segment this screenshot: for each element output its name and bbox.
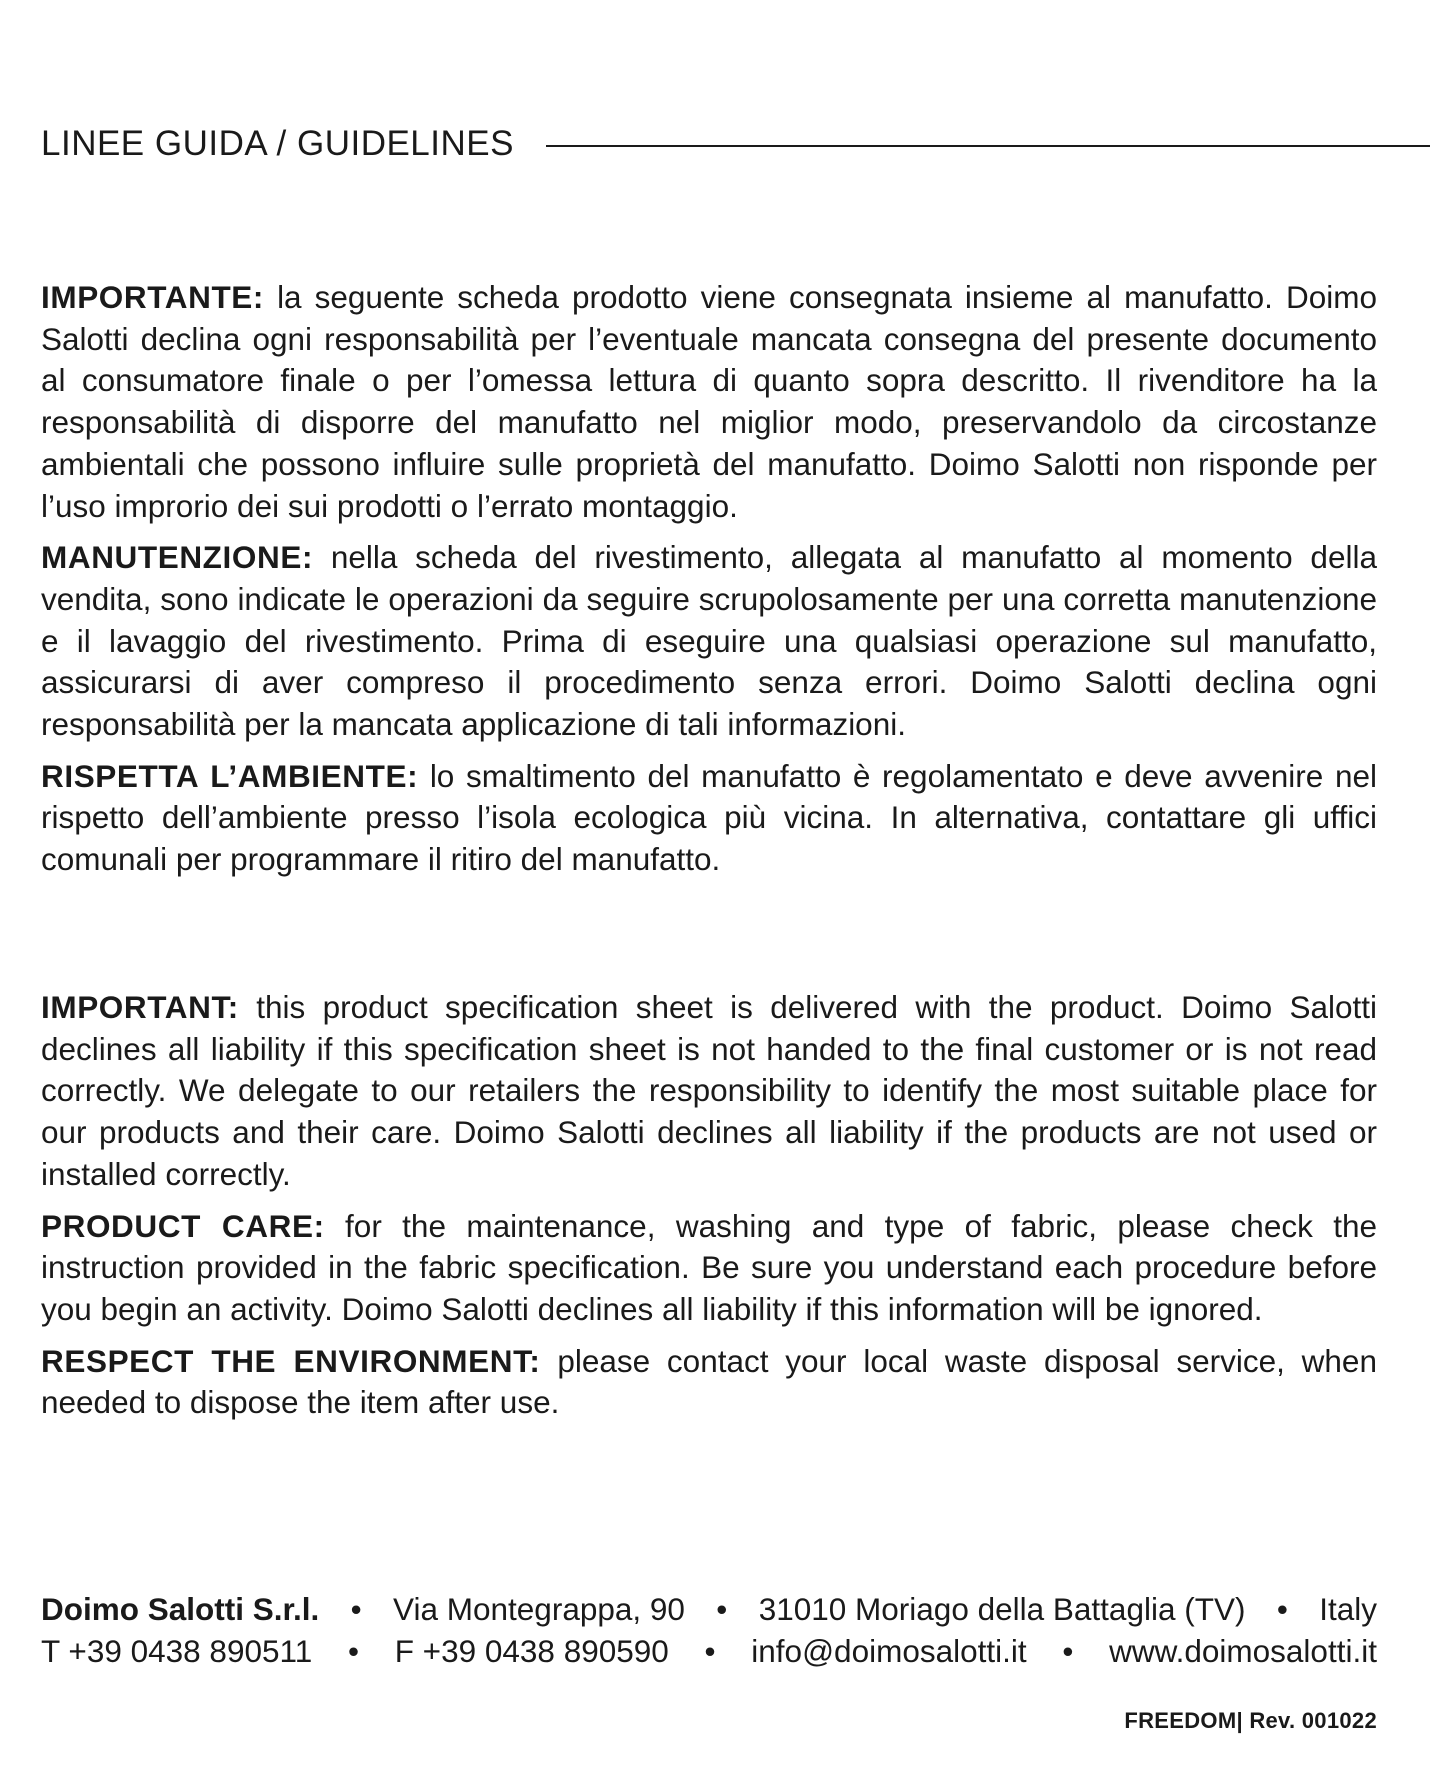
guideline-text: please contact your local waste disposal service, when needed to dispose the item after use. [41,1342,1377,1421]
page-title: LINEE GUIDA / GUIDELINES [41,124,514,163]
guideline-text: la seguente scheda prodotto viene consegnata insieme al manufatto. Doimo Salotti declina ogni responsabilità per l’eventuale mancata consegna del presente documento al consumatore finale o per l’omessa lettura di quanto sopra descritto. Il rivenditore ha la responsabilità di disporre del manufatto nel miglior modo, preservandolo da circostanze ambientali che possono influire sulle proprietà del manufatto. Doimo Salotti non risponde per l’uso improrio dei sui prodotti o l’errato montaggio. [41,279,1377,524]
guideline-text: this product specification sheet is delivered with the product. Doimo Salotti declines all liability if this specification sheet is not handed to the final customer or is not read correctly. We delegate to our retailers the responsibility to identify the most suitable place for our products and their care. Doimo Salotti declines all liability if the products are not used or installed correctly. [41,989,1377,1192]
guideline-label: IMPORTANT: [41,989,239,1025]
footer-address-line [41,1588,1377,1630]
page-header [41,124,1430,164]
street-address: Via Montegrappa, 90 [393,1591,685,1627]
website-link: www.doimosalotti.it [1109,1633,1377,1669]
header-divider [546,145,1430,147]
guideline-manutenzione [41,537,1377,746]
guideline-label: RISPETTA L’AMBIENTE: [41,757,419,794]
company-name: Doimo Salotti S.r.l. [41,1591,320,1627]
bullet-separator: • [347,1633,359,1669]
guideline-label: MANUTENZIONE: [41,539,314,576]
city-address: 31010 Moriago della Battaglia (TV) [758,1591,1246,1627]
guideline-label: RESPECT THE ENVIRONMENT: [41,1342,541,1379]
bullet-separator: • [716,1591,728,1627]
bullet-separator: • [1276,1591,1288,1627]
guideline-text: lo smaltimento del manufatto è regolamentato e deve avvenire nel rispetto dell’ambiente presso l’isola ecologica più vicina. In alternativa, contattare gli uffici comunali per programmare il ritiro del manufatto. [41,757,1377,878]
phone-number: T +39 0438 890511 [41,1633,313,1669]
guideline-text: for the maintenance, washing and type of fabric, please check the instruction provided in the fabric specification. Be sure you understand each procedure before you begin an activity. Doimo Salotti declines all liability if this information will be ignored. [41,1207,1377,1327]
guideline-important [41,987,1377,1196]
guideline-importante [41,277,1377,527]
guideline-respect-environment [41,1341,1377,1424]
italian-guidelines [41,277,1377,891]
guideline-label: IMPORTANTE: [41,279,264,315]
bullet-separator: • [350,1591,362,1627]
company-footer [41,1588,1377,1672]
fax-number: F +39 0438 890590 [394,1633,669,1669]
bullet-separator: • [1062,1633,1074,1669]
footer-contact-line [41,1630,1377,1672]
bullet-separator: • [704,1633,716,1669]
revision-label: FREEDOM| Rev. 001022 [1124,1708,1377,1733]
guideline-text: nella scheda del rivestimento, allegata al manufatto al momento della vendita, sono indicate le operazioni da seguire scrupolosamente per una corretta manutenzione e il lavaggio del rivestimento. Prima di eseguire una qualsiasi operazione sul manufatto, assicurarsi di aver compreso il procedimento senza errori. Doimo Salotti declina ogni responsabilità per la mancata applicazione di tali informazioni. [41,539,1377,743]
email-address: info@doimosalotti.it [751,1633,1027,1669]
guideline-rispetta-ambiente [41,756,1377,881]
guideline-product-care [41,1206,1377,1331]
country: Italy [1319,1591,1377,1627]
english-guidelines [41,987,1377,1434]
guideline-label: PRODUCT CARE: [41,1207,325,1244]
